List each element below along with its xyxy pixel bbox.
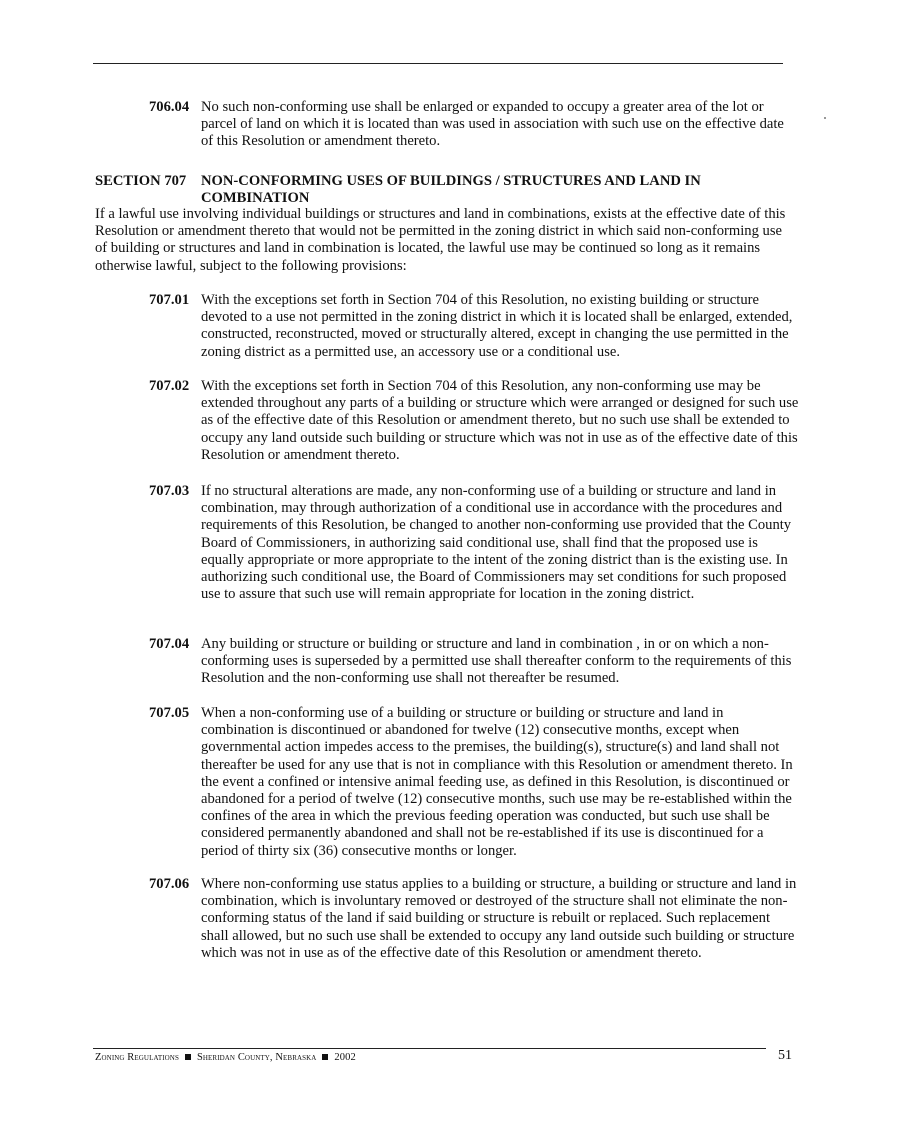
provision-707-05 [149, 705, 799, 860]
section-intro: If a lawful use involving individual buildings or structures and land in combinations, exists at the effective date of this Resolution or amendment thereto that would not be permitted in the zoning district in which said non-conforming use of building or structures and land in combination is located, the lawful use may be continued so long as it remains otherwise lawful, subject to the following provisions: [95, 206, 786, 274]
footer-year: 2002 [334, 1052, 356, 1063]
square-bullet-icon [322, 1054, 328, 1060]
page-number: 51 [778, 1048, 792, 1063]
provision-text: With the exceptions set forth in Section 704 of this Resolution, any non-conforming use may be extended throughout any parts of a building or structure which were arranged or designed for such use as of the effective date of this Resolution or amendment thereto, but no such use shall be extended to occupy any land outside such building or structure which was not in use as of the effective date of this Resolution or amendment thereto. [201, 378, 799, 463]
header-rule [93, 63, 783, 64]
provision-text: With the exceptions set forth in Section 704 of this Resolution, no existing building or structure devoted to a use not permitted in the zoning district in which it is located shall be enlarged, extended, constructed, reconstructed, moved or structurally altered, except in changing the use permitted in the zoning district as a permitted use, an accessory use or a conditional use. [201, 292, 793, 360]
paragraph-706-04 [149, 99, 799, 151]
section-number: SECTION 707 [95, 173, 187, 189]
footer-running-title [95, 1052, 356, 1063]
provision-number: 707.04 [149, 636, 190, 652]
footer-county: Sheridan County, Nebraska [196, 1052, 317, 1063]
provision-text: Where non-conforming use status applies to a building or structure, a building or structure and land in combination, which is involuntary removed or destroyed of the structure shall not eliminate the non-conforming status of the land if said building or structure is rebuilt or replaced. Such replacement shall allowed, but no such use shall be extended to occupy any land outside such building or structure which was not in use as of the effective date of this Resolution or amendment thereto. [201, 876, 797, 961]
section-title: NON-CONFORMING USES OF BUILDINGS / STRUCTURES AND LAND IN COMBINATION [201, 173, 701, 206]
provision-number: 707.06 [149, 876, 190, 892]
provision-number: 707.01 [149, 292, 190, 308]
provision-707-02 [149, 378, 799, 464]
provision-text: When a non-conforming use of a building or structure or building or structure and land in combination is discontinued or abandoned for twelve (12) consecutive months, except when governmental action impedes access to the premises, the building(s), structure(s) and land shall not thereafter be used for any use that is not in compliance with this Resolution or amendment thereto. In the event a confined or intensive animal feeding use, as defined in this Resolution, is discontinued or abandoned for a period of twelve (12) consecutive months, such use may be re-established within the confines of the area in which the previous feeding operation was conducted, but such use shall be considered permanently abandoned and shall not be re-established if its use is discontinued for a period of thirty six (36) consecutive months or longer. [201, 705, 793, 859]
paragraph-text: No such non-conforming use shall be enlarged or expanded to occupy a greater area of the lot or parcel of land on which it is located than was used in association with such use on the effective date of this Resolution or amendment thereto. [201, 99, 784, 150]
provision-number: 707.03 [149, 483, 190, 499]
provision-707-04 [149, 636, 799, 688]
provision-text: Any building or structure or building or structure and land in combination , in or on which a non-conforming uses is superseded by a permitted use shall thereafter conform to the requirements of this Resolution and the non-conforming use shall not thereafter be resumed. [201, 636, 792, 687]
provision-707-03 [149, 483, 799, 603]
provision-number: 707.02 [149, 378, 190, 394]
square-bullet-icon [185, 1054, 191, 1060]
provision-number: 707.05 [149, 705, 190, 721]
paragraph-number: 706.04 [149, 99, 190, 115]
scan-speck [824, 117, 826, 119]
provision-707-01 [149, 292, 799, 361]
provision-707-06 [149, 876, 799, 962]
section-heading [95, 173, 795, 207]
footer-rule [93, 1048, 766, 1049]
provision-text: If no structural alterations are made, any non-conforming use of a building or structure and land in combination, may through authorization of a conditional use in accordance with the procedures and requirements of this Resolution, be changed to another non-conforming use provided that the County Board of Commissioners, in authorizing said conditional use, shall find that the proposed use is equally appropriate or more appropriate to the intent of the zoning district than is the existing use. In authorizing such conditional use, the Board of Commissioners may set conditions for such proposed use to assure that such use will remain appropriate for location in the zoning district. [201, 483, 792, 603]
footer-title: Zoning Regulations [95, 1052, 179, 1063]
